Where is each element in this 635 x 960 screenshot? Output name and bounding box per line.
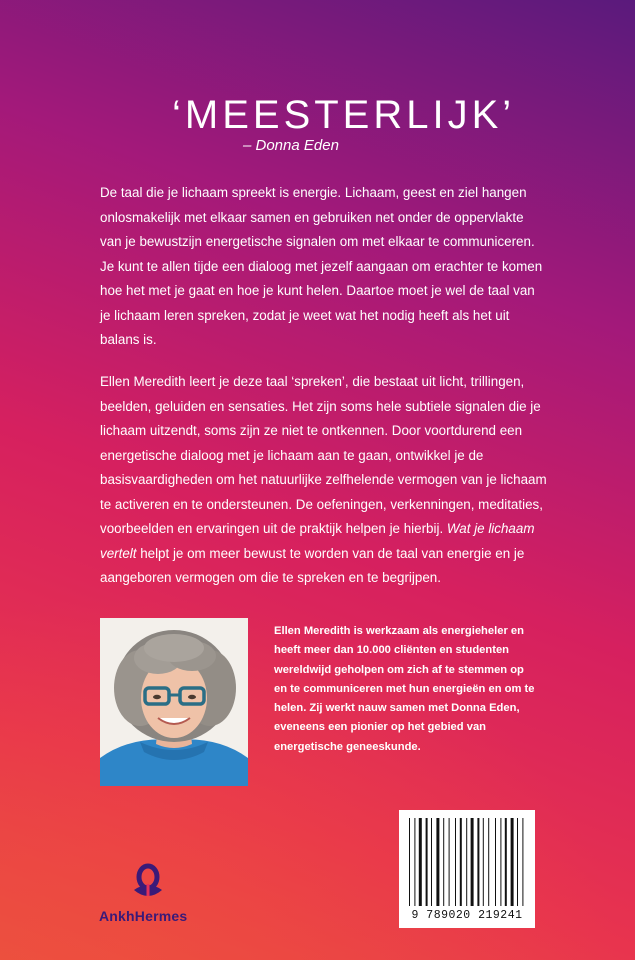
barcode-bars (399, 810, 535, 910)
author-bio: Ellen Meredith is werkzaam als energieheler en heeft meer dan 10.000 cliënten en studenten wereldwijd geholpen om zich af te stemmen op en te communiceren met hun energieën en om te helen. Zij werkt nauw samen met Donna Eden, eveneens een pionier op het gebied van energetische geneeskunde. (274, 625, 535, 753)
description-paragraph-2-main: Ellen Meredith leert je deze taal ‘spreken’, die bestaat uit licht, trillingen, beelden, geluiden en sensaties. Het zijn soms hele subtiele signalen die je lichaam uitzendt, soms zijn ze niet te ontkennen. Door voortdurend een energetische dialoog met je lichaam aan te gaan, ontwikkel je de basisvaardigheden om het natuurlijke zelfhelende vermogen van je lichaam te activeren en te ondersteunen. De oefeningen, verkenningen, meditaties, voorbeelden en ervaringen uit de praktijk helpen je hierbij. (100, 374, 547, 536)
author-photo (100, 618, 248, 786)
isbn-number: 9 789020 219241 (411, 909, 523, 922)
publisher-logo-icon (128, 862, 168, 902)
description-paragraph-2-tail: helpt je om meer bewust te worden van de taal van energie en je aangeboren vermogen om die te spreken en te begrijpen. (100, 545, 525, 585)
quote-title: ‘MEESTERLIJK’ (172, 93, 516, 137)
isbn-barcode (399, 810, 535, 928)
description-paragraph-2 (100, 370, 548, 591)
publisher-name: AnkhHermes (99, 908, 188, 924)
book-title-italic: Wat je lichaam vertelt (100, 521, 535, 561)
quote-author: – Donna Eden (243, 137, 339, 154)
author-portrait-illustration (100, 618, 248, 786)
description-paragraph-1: De taal die je lichaam spreekt is energie. Lichaam, geest en ziel hangen onlosmakelijk met elkaar samen en gebruiken net onder de oppervlakte van je bewustzijn energetische signalen om met elkaar te communiceren. Je kunt te allen tijde een dialoog met jezelf aangaan om erachter te komen hoe het met je gaat en hoe je kunt helen. Daartoe moet je wel de taal van je lichaam leren spreken, zodat je weet wat het nodig heeft als het uit balans is. (100, 185, 543, 347)
